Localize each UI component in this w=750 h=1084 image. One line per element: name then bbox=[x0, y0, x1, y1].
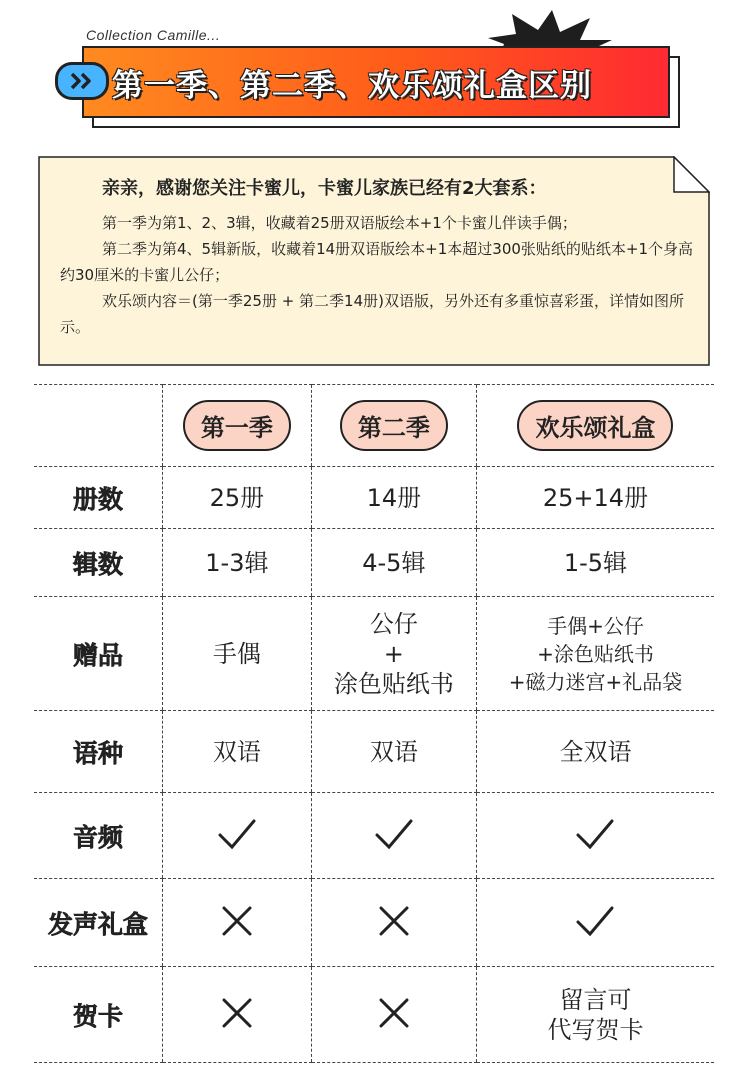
value-cell: 1-5辑 bbox=[476, 529, 714, 597]
cross-icon bbox=[216, 992, 258, 1034]
value-cell: 4-5辑 bbox=[311, 529, 476, 597]
row-label: 音频 bbox=[34, 793, 163, 879]
column-pill-season2: 第二季 bbox=[340, 400, 448, 451]
table-row bbox=[34, 597, 714, 711]
table-row bbox=[34, 467, 714, 529]
check-icon bbox=[373, 813, 415, 855]
brand-text: Collection Camille... bbox=[86, 27, 221, 43]
mark-cell bbox=[311, 967, 476, 1063]
page-title: 第一季、第二季、欢乐颂礼盒区别 bbox=[112, 68, 592, 104]
check-icon bbox=[574, 813, 616, 855]
table-row bbox=[34, 711, 714, 793]
mark-cell bbox=[163, 793, 312, 879]
row-label: 贺卡 bbox=[34, 967, 163, 1063]
table-row bbox=[34, 793, 714, 879]
value-cell: 留言可 代写贺卡 bbox=[476, 967, 714, 1063]
cross-icon bbox=[373, 992, 415, 1034]
intro-text bbox=[60, 174, 700, 340]
column-pill-giftbox: 欢乐颂礼盒 bbox=[517, 400, 673, 451]
intro-paragraph-2: 第二季为第4、5辑新版，收藏着14册双语版绘本+1本超过300张贴纸的贴纸本+1个身高约30厘米的卡蜜儿公仔； bbox=[60, 240, 694, 284]
value-cell: 双语 bbox=[311, 711, 476, 793]
row-label: 册数 bbox=[34, 467, 163, 529]
value-cell: 手偶+公仔 +涂色贴纸书 +磁力迷宫+礼品袋 bbox=[476, 597, 714, 711]
table-row bbox=[34, 967, 714, 1063]
comparison-table bbox=[34, 384, 714, 1063]
row-label: 发声礼盒 bbox=[34, 879, 163, 967]
cross-icon bbox=[373, 900, 415, 942]
value-cell: 公仔 + 涂色贴纸书 bbox=[311, 597, 476, 711]
corner-cell bbox=[34, 385, 163, 467]
value-cell: 双语 bbox=[163, 711, 312, 793]
value-cell: 25册 bbox=[163, 467, 312, 529]
intro-paragraph-3: 欢乐颂内容＝(第一季25册 + 第二季14册)双语版，另外还有多重惊喜彩蛋，详情如图所示。 bbox=[60, 292, 684, 336]
value-cell: 全双语 bbox=[476, 711, 714, 793]
row-label: 赠品 bbox=[34, 597, 163, 711]
double-chevron-icon bbox=[55, 62, 109, 100]
intro-lead: 亲亲，感谢您关注卡蜜儿，卡蜜儿家族已经有2大套系： bbox=[102, 178, 547, 199]
column-header bbox=[311, 385, 476, 467]
value-cell: 手偶 bbox=[163, 597, 312, 711]
intro-paragraph-1: 第一季为第1、2、3辑，收藏着25册双语版绘本+1个卡蜜儿伴读手偶； bbox=[102, 214, 577, 232]
table-row bbox=[34, 879, 714, 967]
value-cell: 1-3辑 bbox=[163, 529, 312, 597]
cross-icon bbox=[216, 900, 258, 942]
column-pill-season1: 第一季 bbox=[183, 400, 291, 451]
mark-cell bbox=[311, 793, 476, 879]
row-label: 语种 bbox=[34, 711, 163, 793]
value-cell: 25+14册 bbox=[476, 467, 714, 529]
check-icon bbox=[574, 900, 616, 942]
row-label: 辑数 bbox=[34, 529, 163, 597]
mark-cell bbox=[163, 967, 312, 1063]
value-cell: 14册 bbox=[311, 467, 476, 529]
mark-cell bbox=[311, 879, 476, 967]
table-header-row bbox=[34, 385, 714, 467]
column-header bbox=[163, 385, 312, 467]
mark-cell bbox=[476, 793, 714, 879]
check-icon bbox=[216, 813, 258, 855]
mark-cell bbox=[163, 879, 312, 967]
column-header bbox=[476, 385, 714, 467]
mark-cell bbox=[476, 879, 714, 967]
table-row bbox=[34, 529, 714, 597]
